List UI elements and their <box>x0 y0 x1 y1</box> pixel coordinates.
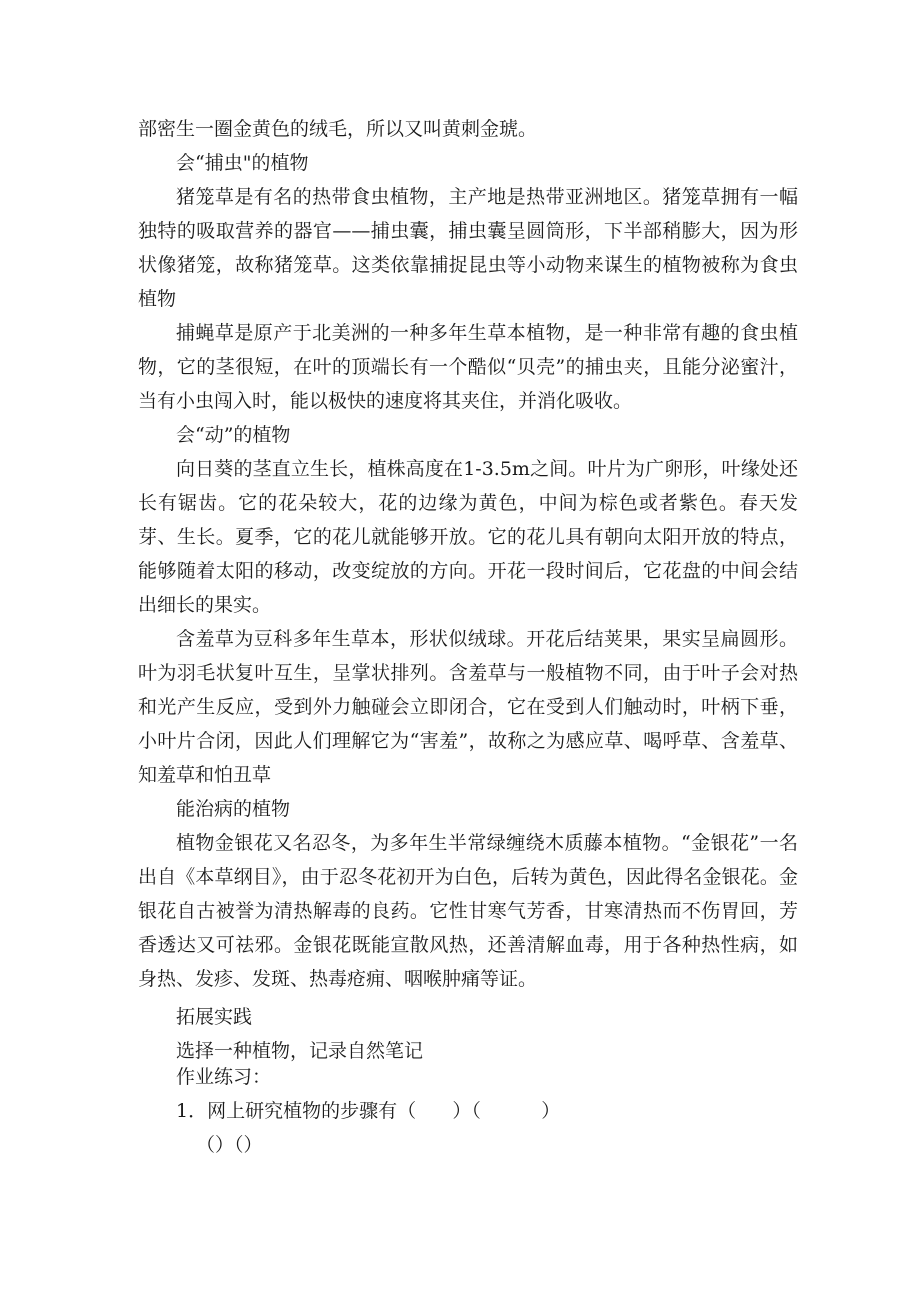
section-heading-extension-practice: 拓展实践 <box>176 1006 253 1028</box>
practice-instruction: 选择一种植物，记录自然笔记 <box>176 1040 424 1062</box>
homework-label: 作业练习： <box>176 1066 272 1088</box>
section-heading-medicinal-plants: 能治病的植物 <box>176 798 291 820</box>
paragraph-venus-flytrap: 捕蝇草是原产于北美洲的一种多年生草本植物，是一种非常有趣的食虫植物，它的茎很短，在叶的顶端长有一个酷似“贝壳”的捕虫夹，且能分泌蜜汁，当有小虫闯入时，能以极快的速度将其夹住，并消化吸收。 <box>138 322 798 412</box>
section-heading-catch-insects: 会“捕虫"的植物 <box>176 152 309 174</box>
paragraph-sunflower: 向日葵的茎直立生长，植株高度在1-3.5m之间。叶片为广卵形，叶缘处还长有锯齿。它的花朵较大，花的边缘为黄色，中间为棕色或者紫色。春天发芽、生长。夏季，它的花儿就能够开放。它的花儿具有朝向太阳开放的特点，能够随着太阳的移动，改变绽放的方向。开花一段时间后，它花盘的中间会结出细长的果实。 <box>138 458 798 616</box>
paragraph-continuation: 部密生一圈金黄色的绒毛，所以又叫黄刺金琥。 <box>138 118 538 140</box>
exercise-question-1-blanks: （）（） <box>196 1134 263 1156</box>
paragraph-pitcher-plant: 猪笼草是有名的热带食虫植物，主产地是热带亚洲地区。猪笼草拥有一幅独特的吸取营养的器官——捕虫囊，捕虫囊呈圆筒形，下半部稍膨大，因为形状像猪笼，故称猪笼草。这类依靠捕捉昆虫等小动物来谋生的植物被称为食虫植物 <box>138 186 798 310</box>
paragraph-honeysuckle: 植物金银花又名忍冬，为多年生半常绿缠绕木质藤本植物。“金银花”一名出自《本草纲目》，由于忍冬花初开为白色，后转为黄色，因此得名金银花。金银花自古被誉为清热解毒的良药。它性甘寒气芳香，甘寒清热而不伤胃回，芳香透达又可祛邪。金银花既能宣散风热，还善清解血毒，用于各种热性病，如身热、发疹、发斑、热毒疮痈、咽喉肿痛等证。 <box>138 832 798 990</box>
section-heading-moving-plants: 会“动”的植物 <box>176 424 291 446</box>
document-page <box>138 112 798 1162</box>
paragraph-mimosa: 含羞草为豆科多年生草本，形状似绒球。开花后结荚果，果实呈扁圆形。叶为羽毛状复叶互生，呈掌状排列。含羞草与一般植物不同，由于叶子会对热和光产生反应，受到外力触碰会立即闭合，它在受到人们触动时，叶柄下垂，小叶片合闭，因此人们理解它为“害羞”，故称之为感应草、喝呼草、含羞草、知羞草和怕丑草 <box>138 628 798 786</box>
exercise-question-1: 1．网上研究植物的步骤有（ ）（ ） <box>176 1100 561 1122</box>
